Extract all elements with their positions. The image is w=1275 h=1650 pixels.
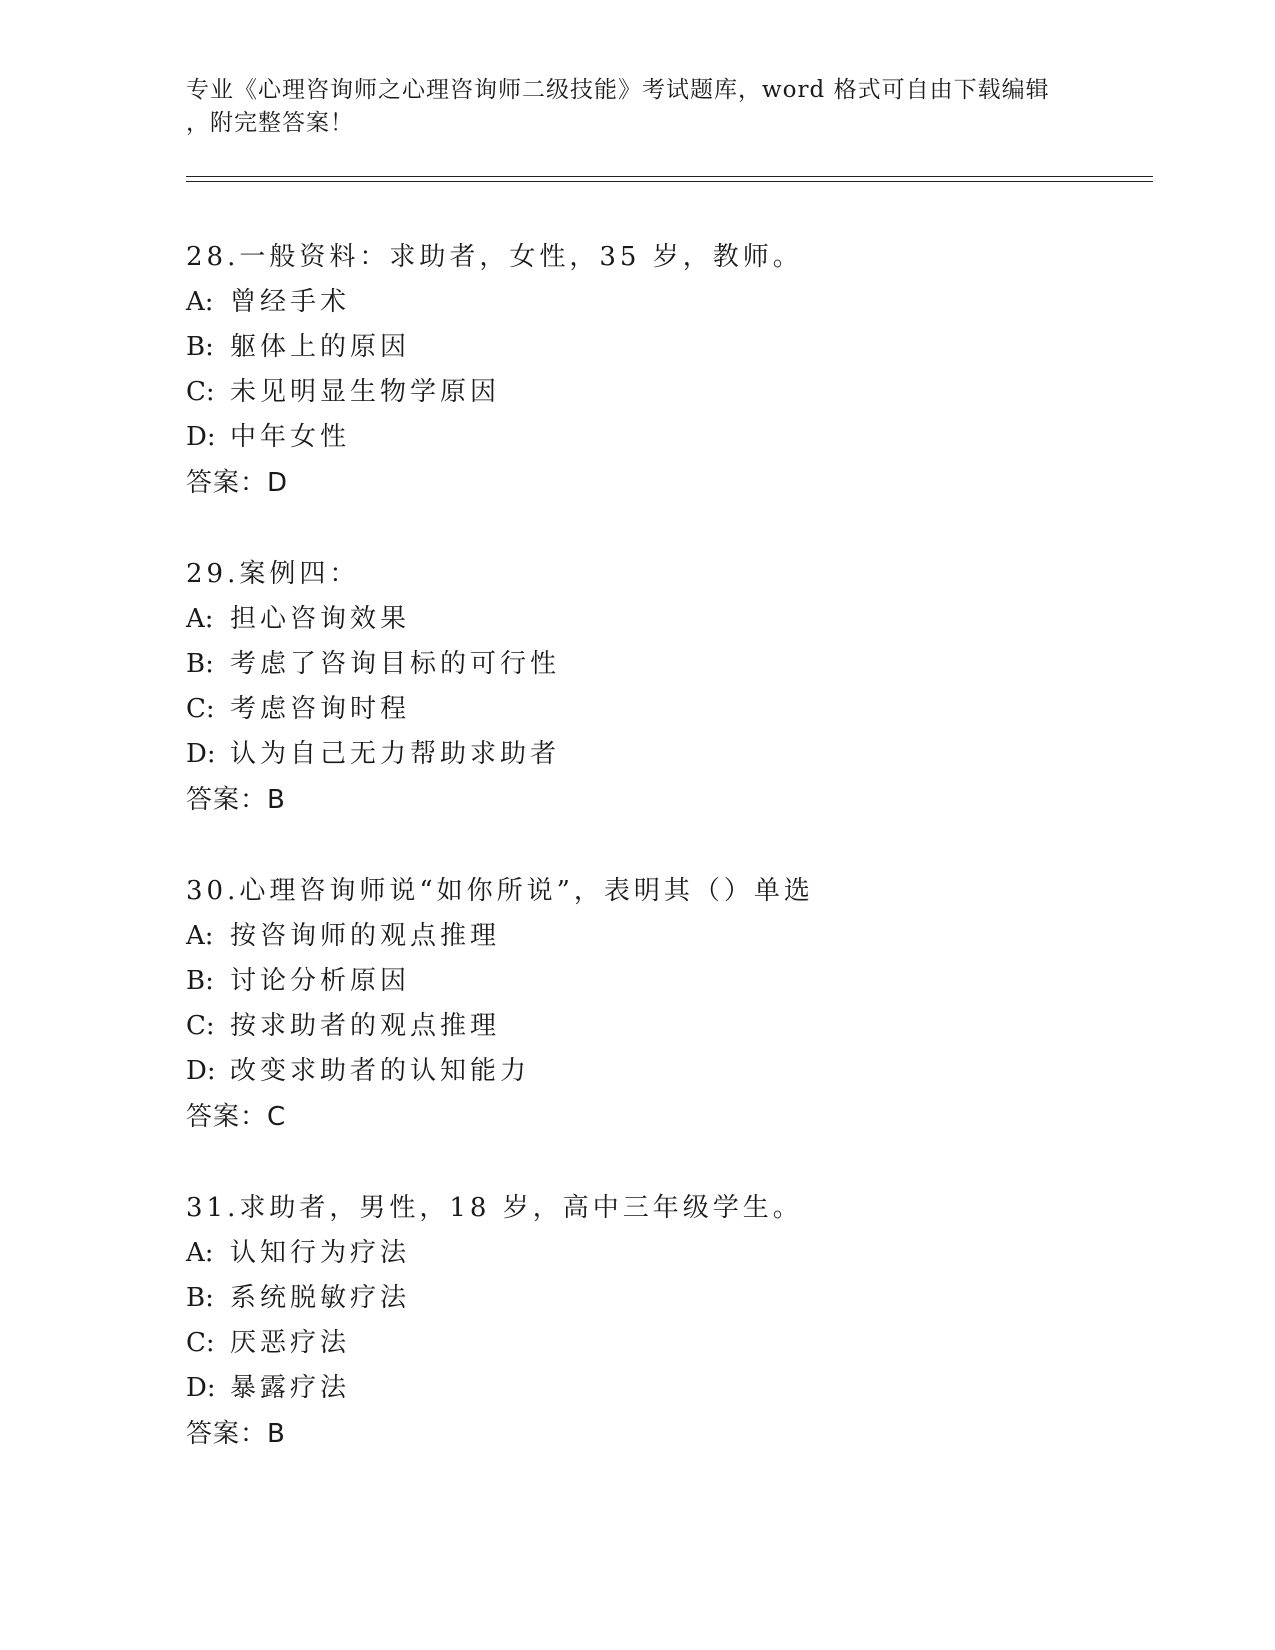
question-stem: 28.一般资料：求助者，女性，35 岁，教师。 [186, 242, 803, 272]
option-c [186, 370, 1146, 415]
option-a [186, 597, 1146, 642]
option-d [186, 1366, 1146, 1411]
document-header [186, 74, 1066, 140]
option-letter: D: [186, 422, 216, 452]
option-letter: A: [186, 921, 214, 951]
header-line-1: 专业《心理咨询师之心理咨询师二级技能》考试题库，word 格式可自由下载编辑 [186, 77, 1050, 103]
option-text: 认为自己无力帮助求助者 [230, 739, 561, 769]
option-letter: B: [186, 332, 214, 362]
header-divider-bottom [186, 181, 1153, 182]
question-stem: 29.案例四： [186, 559, 360, 589]
option-letter: C: [186, 694, 215, 724]
option-text: 考虑咨询时程 [230, 694, 411, 724]
option-text: 担心咨询效果 [230, 604, 411, 634]
option-d [186, 732, 1146, 777]
option-c [186, 1004, 1146, 1049]
answer-line: 答案：B [186, 1419, 286, 1449]
option-text: 按咨询师的观点推理 [230, 921, 501, 951]
option-letter: B: [186, 649, 214, 679]
question-29 [186, 551, 1146, 823]
option-b [186, 959, 1146, 1004]
answer-line: 答案：B [186, 785, 286, 815]
option-letter: A: [186, 287, 214, 317]
question-stem: 30.心理咨询师说“如你所说”，表明其（）单选 [186, 876, 814, 906]
option-text: 未见明显生物学原因 [230, 377, 501, 407]
option-letter: D: [186, 1373, 216, 1403]
option-text: 考虑了咨询目标的可行性 [230, 649, 561, 679]
option-text: 讨论分析原因 [230, 966, 411, 996]
option-a [186, 1231, 1146, 1276]
option-text: 认知行为疗法 [230, 1238, 411, 1268]
option-text: 按求助者的观点推理 [230, 1011, 501, 1041]
option-a [186, 914, 1146, 959]
answer-line: 答案：D [186, 468, 289, 498]
question-stem: 31.求助者，男性，18 岁，高中三年级学生。 [186, 1193, 803, 1223]
option-d [186, 1049, 1146, 1094]
question-31 [186, 1185, 1146, 1457]
header-line-2: ，附完整答案！ [186, 110, 354, 136]
option-b [186, 642, 1146, 687]
option-c [186, 687, 1146, 732]
option-letter: C: [186, 1328, 215, 1358]
option-text: 厌恶疗法 [230, 1328, 351, 1358]
option-letter: B: [186, 1283, 214, 1313]
option-letter: C: [186, 377, 215, 407]
option-b [186, 1276, 1146, 1321]
option-text: 改变求助者的认知能力 [230, 1056, 531, 1086]
answer-line: 答案：C [186, 1102, 287, 1132]
option-c [186, 1321, 1146, 1366]
option-letter: D: [186, 739, 216, 769]
option-letter: A: [186, 604, 214, 634]
option-text: 暴露疗法 [230, 1373, 351, 1403]
option-d [186, 415, 1146, 460]
option-letter: C: [186, 1011, 215, 1041]
option-text: 中年女性 [230, 422, 351, 452]
option-text: 系统脱敏疗法 [230, 1283, 411, 1313]
option-text: 曾经手术 [230, 287, 351, 317]
option-a [186, 280, 1146, 325]
option-letter: B: [186, 966, 214, 996]
option-letter: A: [186, 1238, 214, 1268]
header-divider-top [186, 176, 1153, 177]
option-b [186, 325, 1146, 370]
question-28 [186, 234, 1146, 506]
option-text: 躯体上的原因 [230, 332, 411, 362]
question-30 [186, 868, 1146, 1140]
option-letter: D: [186, 1056, 216, 1086]
